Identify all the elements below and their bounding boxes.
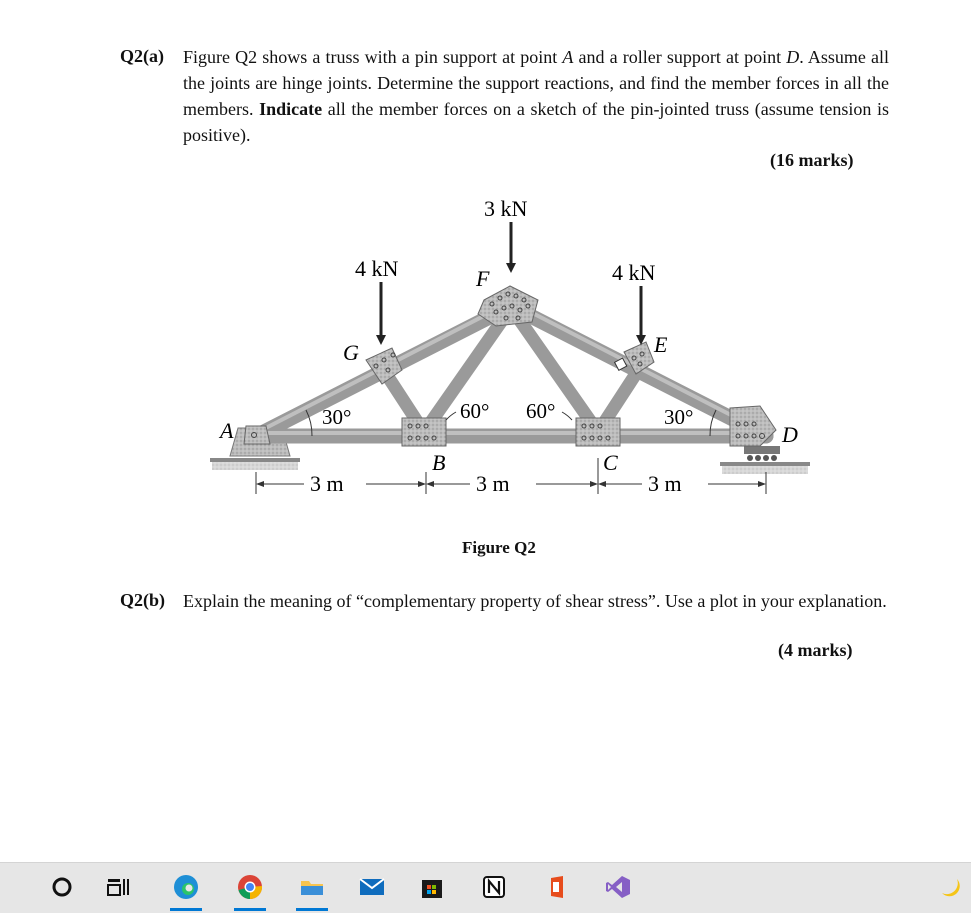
question-b-marks: (4 marks) (778, 640, 853, 660)
question-a-marks: (16 marks) (770, 150, 854, 170)
span-label-ab: 3 m (310, 471, 344, 496)
span-label-cd: 3 m (648, 471, 682, 496)
edge-icon (172, 873, 200, 901)
angle-arc-c (562, 412, 572, 420)
night-light-button[interactable] (928, 863, 971, 911)
figure-caption: Figure Q2 (462, 538, 536, 557)
roller-support-d (744, 446, 780, 461)
load-label-e: 4 kN (612, 260, 656, 285)
node-label-d: D (782, 422, 798, 447)
node-label-b: B (432, 450, 446, 475)
chrome-icon (236, 873, 264, 901)
question-a-text: Figure Q2 shows a truss with a pin support at point A and a roller support at point D. Assume all the joints are hinge joints. Determine the support reactions, and find the member forces in all the members. Indicate all the member forces on a sketch of the pin-jointed truss (assume tension is positive). (183, 47, 890, 145)
truss-figure (200, 192, 820, 502)
mail-taskbar-button[interactable] (350, 863, 394, 911)
cortana-button[interactable] (40, 863, 84, 911)
angle-arc-b (446, 412, 456, 420)
edge-taskbar-button[interactable] (164, 863, 208, 911)
angle-label-b: 60° (460, 399, 490, 423)
chrome-taskbar-button[interactable] (228, 863, 272, 911)
task-view-icon (106, 876, 130, 898)
ground-right (720, 462, 810, 474)
angle-label-c: 60° (526, 399, 556, 423)
gusset-c (576, 418, 620, 446)
question-a-label: Q2(a) (120, 46, 164, 66)
store-icon (419, 874, 445, 900)
gusset-b (402, 418, 446, 446)
node-label-f: F (476, 266, 490, 291)
angle-label-a: 30° (322, 405, 352, 429)
office-icon (543, 874, 569, 900)
task-view-button[interactable] (96, 863, 140, 911)
taskbar (0, 862, 971, 913)
node-label-c: C (603, 450, 618, 475)
store-taskbar-button[interactable] (410, 863, 454, 911)
load-label-g: 4 kN (355, 256, 399, 281)
office-taskbar-button[interactable] (534, 863, 578, 911)
node-label-e: E (654, 332, 668, 357)
cortana-icon (51, 876, 73, 898)
folder-icon (298, 875, 326, 899)
node-label-a: A (220, 418, 234, 443)
notion-icon (481, 874, 507, 900)
load-label-f: 3 kN (484, 196, 528, 221)
ground-left (210, 458, 300, 470)
question-b-label: Q2(b) (120, 590, 165, 610)
moon-icon (937, 874, 963, 900)
visual-studio-taskbar-button[interactable] (596, 863, 640, 911)
span-label-bc: 3 m (476, 471, 510, 496)
node-label-g: G (343, 340, 359, 365)
notion-taskbar-button[interactable] (472, 863, 516, 911)
visual-studio-icon (604, 874, 632, 900)
angle-label-d: 30° (664, 405, 694, 429)
question-b-text: Explain the meaning of “complementary property of shear stress”. Use a plot in your explanation. (183, 591, 887, 611)
file-explorer-taskbar-button[interactable] (290, 863, 334, 911)
mail-icon (358, 876, 386, 898)
